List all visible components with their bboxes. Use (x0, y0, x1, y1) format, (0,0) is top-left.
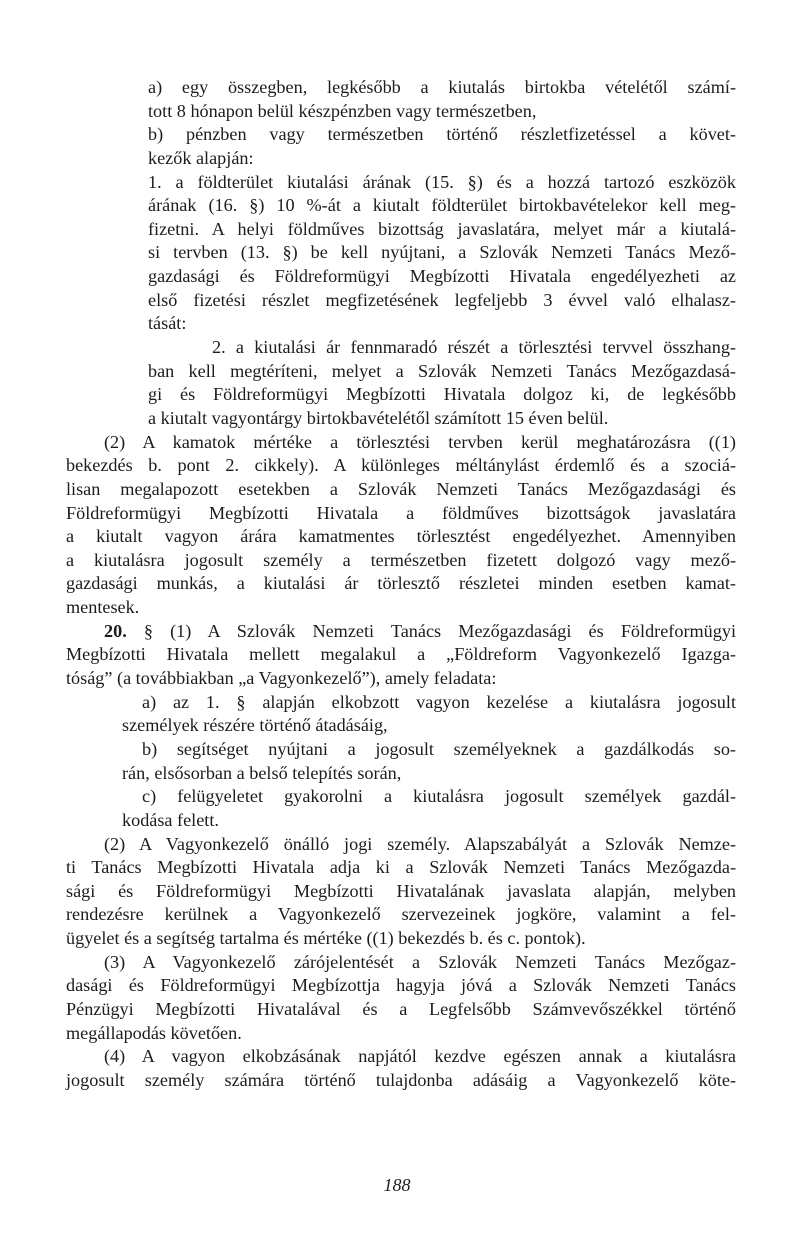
text-line: 2. a kiutalási ár fennmaradó részét a törlesztési tervvel összhang- (212, 337, 736, 358)
text-line: (2) A kamatok mértéke a törlesztési tervben kerül meghatározásra ((1) (104, 431, 736, 452)
section-heading-line: 20. § (1) A Szlovák Nemzeti Tanács Mezőgazdasági és Földreformügyi (104, 620, 736, 641)
text-line: lisan megalapozott esetekben a Szlovák Nemzeti Tanács Mezőgazdasági és (66, 478, 736, 499)
text-line: Földreformügyi Megbízotti Hivatala a földműves bizottságok javaslatára (66, 502, 736, 523)
text-line: ti Tanács Megbízotti Hivatala adja ki a Szlovák Nemzeti Tanács Mezőgazda- (66, 857, 736, 878)
section-number: 20. (104, 620, 127, 641)
text-line: jogosult személy számára történő tulajdonba adásáig a Vagyonkezelő köte- (66, 1069, 736, 1090)
text-line: kezők alapján: (148, 147, 254, 168)
text-line: megállapodás követően. (66, 1022, 242, 1043)
text-line: a kiutalt vagyon árára kamatmentes törlesztést engedélyezhet. Amennyiben (66, 526, 736, 547)
text-line: Megbízotti Hivatala mellett megalakul a „Földreform Vagyonkezelő Igazga- (66, 644, 736, 665)
text-line: si tervben (13. §) be kell nyújtani, a Szlovák Nemzeti Tanács Mező- (148, 242, 736, 263)
text-line: c) felügyeletet gyakorolni a kiutalásra jogosult személyek gazdál- (142, 786, 736, 807)
text-line: árának (16. §) 10 %-át a kiutalt földterület birtokbavételekor kell meg- (148, 195, 736, 216)
text-line: (2) A Vagyonkezelő önálló jogi személy. Alapszabályát a Szlovák Nemze- (104, 833, 736, 854)
text-line: a) az 1. § alapján elkobzott vagyon kezelése a kiutalásra jogosult (142, 691, 736, 712)
text-line: tott 8 hónapon belül készpénzben vagy természetben, (148, 100, 537, 121)
text-line: személyek részére történő átadásáig, (122, 715, 388, 736)
page-number: 188 (383, 1175, 411, 1195)
text-line: rendezésre kerülnek a Vagyonkezelő szervezeinek jogköre, valamint a fel- (66, 904, 736, 925)
text-line: a) egy összegben, legkésőbb a kiutalás birtokba vételétől számí- (148, 77, 736, 97)
text-line: 1. a földterület kiutalási árának (15. §) és a hozzá tartozó eszközök (148, 171, 736, 192)
text-line: b) segítséget nyújtani a jogosult személyeknek a gazdálkodás so- (142, 738, 736, 759)
text-line: (3) A Vagyonkezelő zárójelentését a Szlovák Nemzeti Tanács Mezőgaz- (104, 951, 736, 972)
text-line: a kiutalt vagyontárgy birtokbavételétől számított 15 éven belül. (148, 407, 609, 428)
text-line: kodása felett. (122, 809, 219, 830)
text-line: első fizetési részlet megfizetésének legfeljebb 3 évvel való elhalasz- (148, 289, 736, 310)
document-page (66, 76, 736, 1093)
text-line: Pénzügyi Megbízotti Hivatalával és a Legfelsőbb Számvevőszékkel történő (66, 998, 736, 1019)
text-line: gazdasági munkás, a kiutalási ár törlesztő részletei minden esetben kamat- (66, 573, 736, 594)
text-line: (4) A vagyon elkobzásának napjától kezdve egészen annak a kiutalásra (104, 1046, 736, 1067)
text-line: tóság” (a továbbiakban „a Vagyonkezelő”), amely feladata: (66, 668, 497, 689)
text-line: sági és Földreformügyi Megbízotti Hivatalának javaslata alapján, melyben (66, 880, 736, 901)
text-line: bekezdés b. pont 2. cikkely). A különleges méltánylást érdemlő és a szociá- (66, 455, 736, 476)
text-line: fizetni. A helyi földműves bizottság javaslatára, melyet már a kiutalá- (148, 218, 736, 239)
text-line: mentesek. (66, 597, 140, 618)
text-line: ügyelet és a segítség tartalma és mértéke ((1) bekezdés b. és c. pontok). (66, 928, 586, 949)
text-line: gi és Földreformügyi Megbízotti Hivatala dolgoz ki, de legkésőbb (148, 384, 736, 405)
text-line: rán, elsősorban a belső telepítés során, (122, 762, 402, 783)
text-line: gazdasági és Földreformügyi Megbízotti Hivatala engedélyezheti az (148, 266, 736, 287)
text-line: tását: (148, 313, 187, 334)
text-line: a kiutalásra jogosult személy a természetben fizetett dolgozó vagy mező- (66, 549, 736, 570)
text-line: ban kell megtéríteni, melyet a Szlovák Nemzeti Tanács Mezőgazdasá- (148, 360, 736, 381)
text-line: dasági és Földreformügyi Megbízottja hagyja jóvá a Szlovák Nemzeti Tanács (66, 975, 736, 996)
text-line: b) pénzben vagy természetben történő részletfizetéssel a követ- (148, 124, 736, 145)
